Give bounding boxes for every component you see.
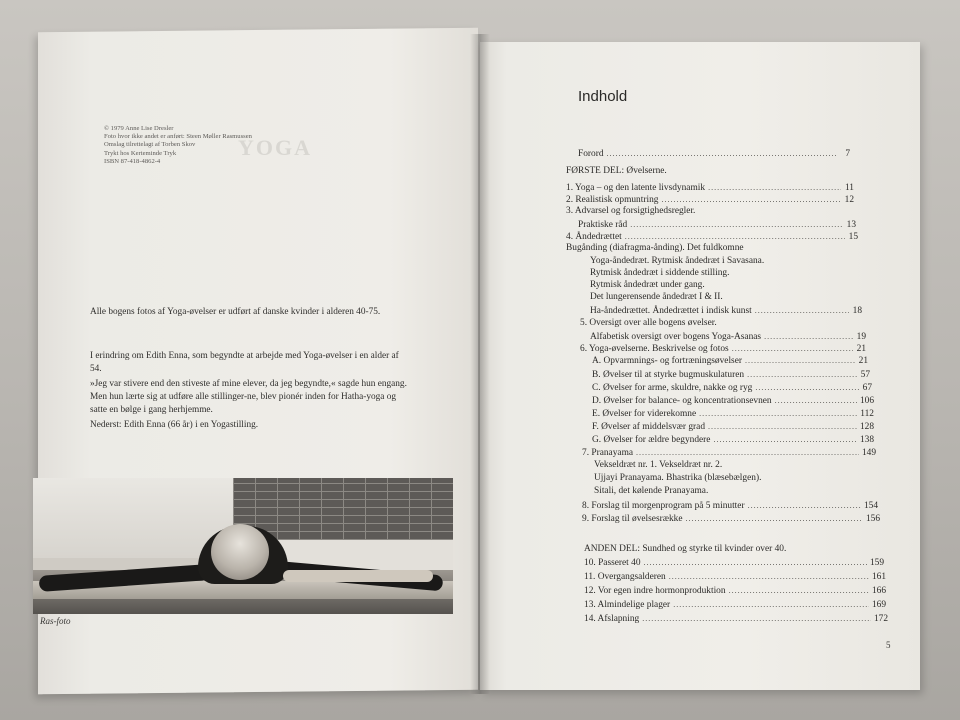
toc-entry bbox=[590, 280, 790, 291]
toc-entry bbox=[584, 585, 886, 597]
toc-entry-title: G. Øvelser for ældre begyndere bbox=[592, 435, 711, 445]
toc-entry bbox=[594, 486, 794, 497]
toc-entry bbox=[584, 613, 888, 625]
toc-entry bbox=[582, 447, 876, 459]
page-number: 5 bbox=[886, 640, 891, 650]
toc-entry-title: Ha-åndedrættet. Åndedrættet i indisk kunst bbox=[590, 306, 752, 316]
toc-leader-dots bbox=[708, 182, 841, 193]
toc-entry bbox=[566, 194, 854, 206]
toc-entry-title: F. Øvelser af middelsvær grad bbox=[592, 422, 706, 432]
toc-entry-title: Bugånding (diafragma-ånding). Det fuldkomne bbox=[566, 243, 744, 253]
toc-entry bbox=[584, 599, 886, 611]
toc-leader-dots bbox=[686, 513, 863, 524]
photo-arm bbox=[283, 570, 433, 582]
toc-entry bbox=[592, 408, 874, 420]
toc-leader-dots bbox=[636, 447, 859, 458]
toc-entry-title: Alfabetisk oversigt over bogens Yoga-Asanas bbox=[590, 332, 762, 342]
memorial-caption: Nederst: Edith Enna (66 år) i en Yogastilling. bbox=[90, 420, 259, 430]
yoga-photo bbox=[33, 478, 453, 614]
toc-entry bbox=[592, 369, 870, 381]
toc-entry-title: 8. Forslag til morgenprogram på 5 minutter bbox=[582, 501, 745, 511]
toc-leader-dots bbox=[699, 408, 857, 419]
photo-head bbox=[211, 524, 269, 580]
toc-entry-page: 21 bbox=[858, 356, 868, 366]
photo-credit-line: Foto hvor ikke andet er anført: Steen Møller Rasmussen bbox=[104, 133, 252, 141]
toc-entry-title: 7. Pranayama bbox=[582, 448, 634, 458]
toc-leader-dots bbox=[630, 219, 843, 230]
toc-entry bbox=[590, 268, 810, 279]
toc-entry bbox=[590, 305, 862, 317]
toc-leader-dots bbox=[775, 395, 857, 406]
toc-entry-page: 15 bbox=[848, 232, 858, 242]
toc-entry-title: 5. Oversigt over alle bogens øvelser. bbox=[580, 318, 717, 328]
colophon bbox=[104, 125, 324, 166]
toc-entry-page: 161 bbox=[871, 572, 886, 582]
toc-entry-title: 6. Yoga-øvelserne. Beskrivelse og fotos bbox=[580, 344, 729, 354]
toc-entry bbox=[582, 500, 878, 512]
toc-entry-title: A. Opvarmnings- og fortræningsøvelser bbox=[592, 356, 742, 366]
toc-leader-dots bbox=[708, 421, 857, 432]
toc-entry bbox=[584, 544, 874, 555]
toc-entry bbox=[590, 331, 866, 343]
toc-entry bbox=[582, 513, 880, 525]
toc-entry-page: 156 bbox=[865, 514, 880, 524]
toc-entry-title: 10. Passeret 40 bbox=[584, 558, 641, 568]
toc-entry-page: 7 bbox=[845, 149, 850, 159]
toc-entry-page: 149 bbox=[861, 448, 876, 458]
toc-entry-title: Rytmisk åndedræt under gang. bbox=[590, 280, 705, 290]
toc-leader-dots bbox=[764, 331, 853, 342]
toc-leader-dots bbox=[661, 194, 841, 205]
toc-leader-dots bbox=[642, 613, 871, 624]
isbn-line: ISBN 87-418-4862-4 bbox=[104, 157, 161, 165]
toc-entry-page: 18 bbox=[852, 306, 862, 316]
toc-entry-title: Yoga-åndedræt. Rytmisk åndedræt i Savasana. bbox=[590, 256, 765, 266]
toc-entry-page: 154 bbox=[863, 501, 878, 511]
toc-entry bbox=[592, 395, 874, 407]
toc-entry bbox=[590, 292, 800, 303]
toc-entry-title: Rytmisk åndedræt i siddende stilling. bbox=[590, 268, 730, 278]
toc-entry bbox=[584, 557, 884, 569]
toc-entry-title: Vekseldræt nr. 1. Vekseldræt nr. 2. bbox=[594, 460, 723, 470]
toc-entry-page: 138 bbox=[859, 435, 874, 445]
toc-entry-title: 12. Vor egen indre hormonproduktion bbox=[584, 586, 726, 596]
toc-entry bbox=[592, 355, 868, 367]
toc-leader-dots bbox=[607, 148, 837, 159]
toc-entry-title: C. Øvelser for arme, skuldre, nakke og ryg bbox=[592, 383, 753, 393]
toc-leader-dots bbox=[748, 500, 861, 511]
toc-entry-page: 11 bbox=[844, 183, 854, 193]
toc-entry-page: 159 bbox=[869, 558, 884, 568]
book-gutter bbox=[470, 34, 490, 694]
toc-entry-title: 3. Advarsel og forsigtighedsregler. bbox=[566, 206, 696, 216]
toc-entry-page: 21 bbox=[856, 344, 866, 354]
toc-entry bbox=[594, 460, 814, 471]
toc-entry-page: 166 bbox=[871, 586, 886, 596]
toc-entry-title: Ujjayi Pranayama. Bhastrika (blæsebælgen). bbox=[594, 473, 762, 483]
toc-entry-title: E. Øvelser for viderekomne bbox=[592, 409, 697, 419]
toc-entry bbox=[566, 166, 766, 177]
toc-leader-dots bbox=[729, 585, 869, 596]
toc-leader-dots bbox=[625, 231, 845, 242]
toc-entry bbox=[592, 382, 872, 394]
toc-entry-page: 128 bbox=[859, 422, 874, 432]
cover-design-line: Omslag tilrettelagt af Torben Skov bbox=[104, 141, 196, 149]
toc-entry-title: Det lungerensende åndedræt I & II. bbox=[590, 292, 723, 302]
toc-entry-title: 1. Yoga – og den latente livsdynamik bbox=[566, 183, 706, 193]
toc-entry-page: 172 bbox=[873, 614, 888, 624]
toc-entry-title: 11. Overgangsalderen bbox=[584, 572, 666, 582]
toc-entry-title: 9. Forslag til øvelsesrække bbox=[582, 514, 683, 524]
toc-entry bbox=[594, 473, 834, 484]
toc-entry-page: 169 bbox=[871, 600, 886, 610]
memorial-text bbox=[90, 350, 410, 432]
toc-entry-title: 13. Almindelige plager bbox=[584, 600, 671, 610]
toc-entry-title: Praktiske råd bbox=[578, 220, 628, 230]
toc-entry bbox=[578, 148, 850, 160]
toc-leader-dots bbox=[644, 557, 867, 568]
toc-entry bbox=[566, 206, 786, 217]
toc-leader-dots bbox=[732, 343, 853, 354]
toc-leader-dots bbox=[747, 369, 857, 380]
toc-entry-title: Forord bbox=[578, 149, 604, 159]
toc-entry-page: 13 bbox=[846, 220, 856, 230]
intro-text bbox=[90, 306, 410, 319]
photo-credit: Ras-foto bbox=[40, 616, 71, 626]
toc-entry-page: 19 bbox=[856, 332, 866, 342]
printer-line: Trykt hos Kerteminde Tryk bbox=[104, 149, 177, 157]
toc-entry bbox=[578, 219, 856, 231]
toc-entry-page: 67 bbox=[862, 383, 872, 393]
toc-leader-dots bbox=[713, 434, 856, 445]
copyright-line: © 1979 Anne Lise Dresler bbox=[104, 125, 174, 132]
toc-entry-page: 12 bbox=[844, 195, 854, 205]
toc-leader-dots bbox=[669, 571, 869, 582]
toc-entry-title: D. Øvelser for balance- og koncentrationsevnen bbox=[592, 396, 772, 406]
toc-leader-dots bbox=[745, 355, 855, 366]
memorial-paragraph-2: »Jeg var stivere end den stiveste af mine elever, da jeg begyndte,« sagde hun engang. Men hun lærte sig at udføre alle stillinger-ne, blev pionér inden for Hatha-yoga og satte en bølge i gang herhjemme. bbox=[90, 379, 407, 415]
toc-entry-title: 4. Åndedrættet bbox=[566, 232, 622, 242]
intro-paragraph: Alle bogens fotos af Yoga-øvelser er udført af danske kvinder i alderen 40-75. bbox=[90, 307, 381, 317]
toc-entry-page: 57 bbox=[860, 370, 870, 380]
toc-entry bbox=[584, 571, 886, 583]
toc-entry bbox=[580, 343, 866, 355]
toc-entry bbox=[592, 434, 874, 446]
toc-leader-dots bbox=[755, 305, 849, 316]
toc-entry bbox=[580, 318, 800, 329]
toc-entry bbox=[590, 256, 830, 267]
show-through-title: YOGA bbox=[238, 135, 312, 160]
memorial-paragraph-1: I erindring om Edith Enna, som begyndte at arbejde med Yoga-øvelser i en alder af 54. bbox=[90, 351, 399, 374]
toc-entry bbox=[566, 231, 858, 243]
toc-leader-dots bbox=[673, 599, 869, 610]
toc-entry bbox=[592, 421, 874, 433]
toc-entry bbox=[566, 243, 826, 254]
toc-entry-title: ANDEN DEL: Sundhed og styrke til kvinder over 40. bbox=[584, 544, 787, 554]
toc-entry-title: 2. Realistisk opmuntring bbox=[566, 195, 659, 205]
toc-entry-title: Sitali, det kølende Pranayama. bbox=[594, 486, 709, 496]
toc-entry bbox=[566, 182, 854, 194]
toc-title: Indhold bbox=[578, 88, 628, 105]
toc-leader-dots bbox=[755, 382, 859, 393]
toc-entry-page: 112 bbox=[860, 409, 874, 419]
toc-entry-page: 106 bbox=[859, 396, 874, 406]
toc-entry-title: B. Øvelser til at styrke bugmuskulaturen bbox=[592, 370, 745, 380]
toc-entry-title: 14. Afslapning bbox=[584, 614, 640, 624]
toc-entry-title: FØRSTE DEL: Øvelserne. bbox=[566, 166, 667, 176]
